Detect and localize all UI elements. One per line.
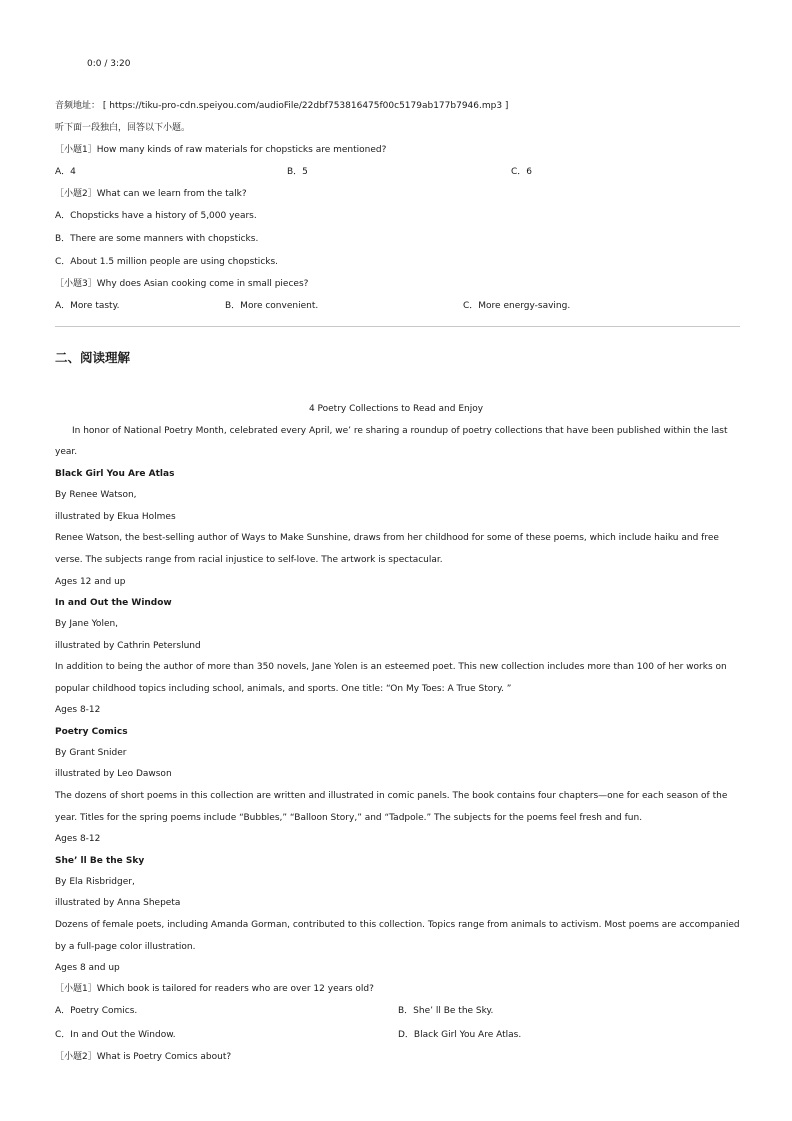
book-title: She’ ll Be the Sky (55, 856, 145, 866)
book-illustrator: illustrated by Anna Shepeta (55, 898, 181, 908)
listening-q1-stem: ［小题1］How many kinds of raw materials for chopsticks are mentioned? (55, 145, 387, 155)
listening-q2-stem: ［小题2］What can we learn from the talk? (55, 189, 247, 199)
listening-q3-option-c[interactable]: C．More energy-saving. (463, 301, 571, 311)
book-description-line2: year. Titles for the spring poems include “Bubbles,” “Balloon Story,” and “Tadpole.” The subjects for the poems feel fresh and fun. (55, 813, 643, 823)
listening-q1-option-a[interactable]: A．4 (55, 167, 76, 177)
book-author: By Jane Yolen, (55, 619, 119, 629)
reading-q1-option-b[interactable]: B．She’ ll Be the Sky. (398, 1006, 494, 1016)
book-author: By Renee Watson, (55, 490, 137, 500)
article-intro-line1: In honor of National Poetry Month, celebrated every April, we’ re sharing a roundup of poetry collections that have been published within the last (72, 426, 728, 436)
section-divider (55, 326, 740, 327)
listening-q3-stem: ［小题3］Why does Asian cooking come in small pieces? (55, 279, 309, 289)
listening-q1-option-b[interactable]: B．5 (287, 167, 308, 177)
listening-q3-option-a[interactable]: A．More tasty. (55, 301, 120, 311)
book-description-line2: popular childhood topics including school, animals, and sports. One title: “On My Toes: A True Story. ” (55, 684, 512, 694)
audio-address (55, 100, 508, 112)
book-title: Poetry Comics (55, 727, 128, 737)
book-description-line1: Renee Watson, the best-selling author of Ways to Make Sunshine, draws from her childhood for some of these poems, which include haiku and free (55, 533, 719, 543)
book-illustrator: illustrated by Leo Dawson (55, 769, 172, 779)
section-title: 二、阅读理解 (55, 350, 131, 365)
listening-q3-option-b[interactable]: B．More convenient. (225, 301, 319, 311)
book-ages: Ages 12 and up (55, 577, 126, 587)
book-description-line1: The dozens of short poems in this collection are written and illustrated in comic panels. The book contains four chapters—one for each season of the (55, 791, 728, 801)
listening-q2-option-a[interactable]: A．Chopsticks have a history of 5,000 years. (55, 211, 257, 221)
book-description-line1: In addition to being the author of more than 350 novels, Jane Yolen is an esteemed poet. This new collection includes more than 100 of her works on (55, 662, 727, 672)
reading-q1-option-d[interactable]: D．Black Girl You Are Atlas. (398, 1030, 522, 1040)
listening-instruction: 听下面一段独白，回答以下小题。 (55, 123, 191, 133)
book-author: By Grant Snider (55, 748, 127, 758)
listening-q2-option-c[interactable]: C．About 1.5 million people are using chopsticks. (55, 257, 279, 267)
article-intro-line2: year. (55, 447, 78, 457)
book-description-line2: verse. The subjects range from racial injustice to self-love. The artwork is spectacular. (55, 555, 443, 565)
audio-address-label: 音频地址： (55, 101, 101, 111)
listening-q1-option-c[interactable]: C．6 (511, 167, 533, 177)
reading-q1-stem: ［小题1］Which book is tailored for readers who are over 12 years old? (55, 984, 374, 994)
reading-q1-option-a[interactable]: A．Poetry Comics. (55, 1006, 138, 1016)
book-description-line2: by a full-page color illustration. (55, 942, 196, 952)
book-author: By Ela Risbridger, (55, 877, 135, 887)
article-title: 4 Poetry Collections to Read and Enjoy (308, 404, 484, 414)
book-illustrator: illustrated by Cathrin Peterslund (55, 641, 201, 651)
book-title: In and Out the Window (55, 598, 172, 608)
reading-q1-option-c[interactable]: C．In and Out the Window. (55, 1030, 176, 1040)
audio-url[interactable]: [ https://tiku-pro-cdn.speiyou.com/audioFile/22dbf753816475f00c5179ab177b7946.mp3 ] (102, 101, 509, 111)
book-ages: Ages 8-12 (55, 705, 101, 715)
listening-q2-option-b[interactable]: B．There are some manners with chopsticks. (55, 234, 259, 244)
reading-q2-stem: ［小题2］What is Poetry Comics about? (55, 1052, 232, 1062)
book-title: Black Girl You Are Atlas (55, 469, 175, 479)
audio-time: 0:0 / 3:20 (87, 59, 131, 69)
book-ages: Ages 8-12 (55, 834, 101, 844)
book-illustrator: illustrated by Ekua Holmes (55, 512, 176, 522)
book-ages: Ages 8 and up (55, 963, 120, 973)
book-description-line1: Dozens of female poets, including Amanda Gorman, contributed to this collection. Topics range from animals to activism. Most poems are accompanied (55, 920, 740, 930)
